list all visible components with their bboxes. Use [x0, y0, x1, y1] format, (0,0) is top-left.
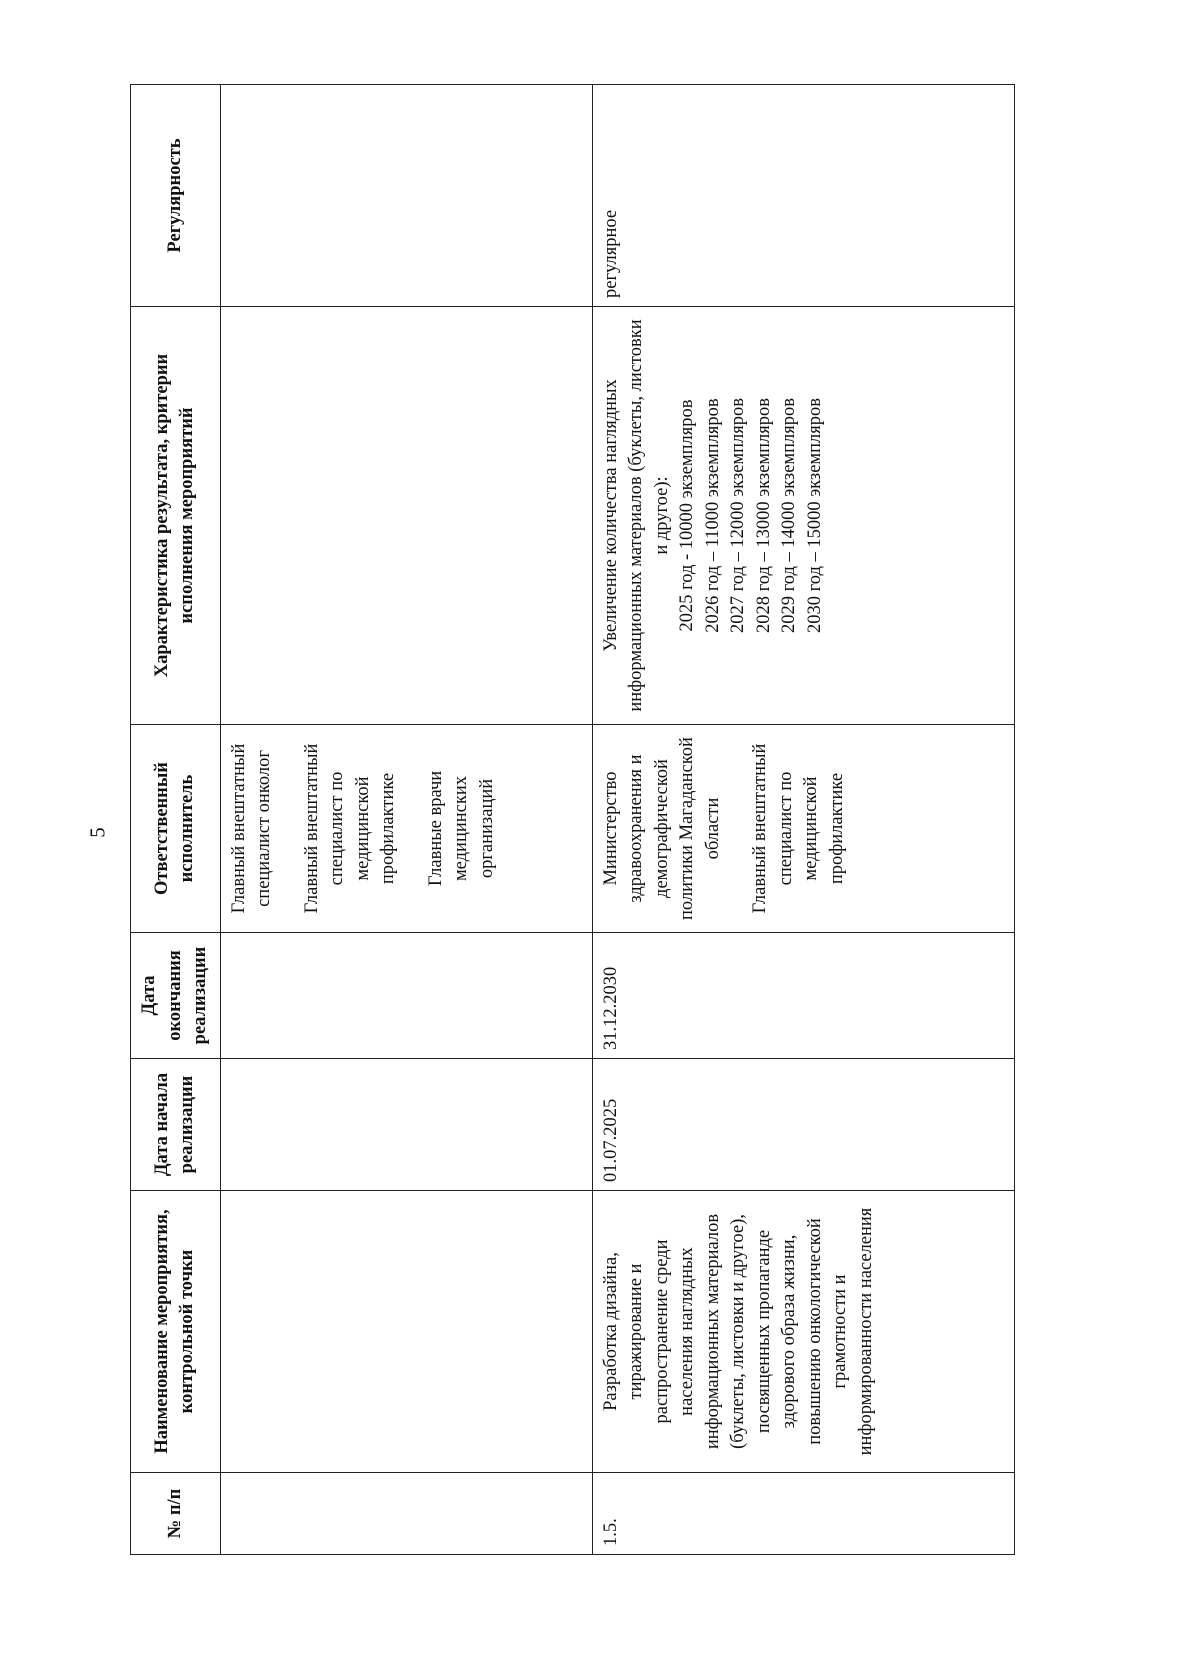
row-name: Разработка дизайна, тиражирование и распространение среди населения наглядных информационных материалов (буклеты, листовки и другое), посвященных пропаганде здорового образа жизни, повышению онкологической грамотности и информированности населения — [592, 1191, 1014, 1473]
row-start: 01.07.2025 — [592, 1059, 1014, 1191]
row-result — [592, 307, 1014, 725]
header-num: № п/п — [131, 1473, 221, 1555]
row-num: 1.5. — [592, 1473, 1014, 1555]
table-row-1-5 — [592, 85, 1014, 1555]
cont-responsible — [220, 725, 592, 933]
row-responsible-2: Главный внештатный специалист по медицинской профилактике — [750, 743, 847, 914]
row-responsible-1: Министерство здравоохранения и демографической политики Магаданской области — [600, 737, 723, 920]
cont-responsible-3: Главные врачи медицинских организаций — [425, 770, 497, 887]
row-result-line-2030: 2030 год – 15000 экземпляров — [804, 397, 825, 634]
header-responsible: Ответственный исполнитель — [131, 725, 221, 933]
rotated-table-container — [130, 85, 1015, 1555]
table-header-row — [131, 85, 221, 1555]
row-result-line-2029: 2029 год – 14000 экземпляров — [779, 397, 800, 634]
cont-name — [220, 1191, 592, 1473]
header-regularity: Регулярность — [131, 85, 221, 307]
row-end: 31.12.2030 — [592, 933, 1014, 1059]
header-start: Дата начала реализации — [131, 1059, 221, 1191]
row-result-line-2025: 2025 год - 10000 экземпляров — [677, 399, 698, 632]
row-result-line-2026: 2026 год – 11000 экземпляров — [702, 398, 723, 633]
cont-regularity — [220, 85, 592, 307]
row-result-line-2028: 2028 год – 13000 экземпляров — [753, 397, 774, 634]
cont-result — [220, 307, 592, 725]
cont-responsible-2: Главный внештатный специалист по медицинской профилактике — [301, 743, 399, 914]
row-responsible — [592, 725, 1014, 933]
cont-start — [220, 1059, 592, 1191]
events-table — [130, 84, 1015, 1555]
row-result-line-2027: 2027 год – 12000 экземпляров — [728, 397, 749, 634]
row-result-intro: Увеличение количества наглядных информационных материалов (буклеты, листовки и другое): — [600, 319, 672, 712]
header-result: Характеристика результата, критерии исполнения мероприятий — [131, 307, 221, 725]
cont-end — [220, 933, 592, 1059]
header-name: Наименование мероприятия, контрольной точки — [131, 1191, 221, 1473]
header-end: Дата окончания реализации — [131, 933, 221, 1059]
row-regularity: регулярное — [592, 85, 1014, 307]
page-number: 5 — [85, 827, 110, 838]
table-row-continuation — [220, 85, 592, 1555]
cont-num — [220, 1473, 592, 1555]
cont-responsible-1: Главный внештатный специалист онколог — [228, 743, 275, 914]
